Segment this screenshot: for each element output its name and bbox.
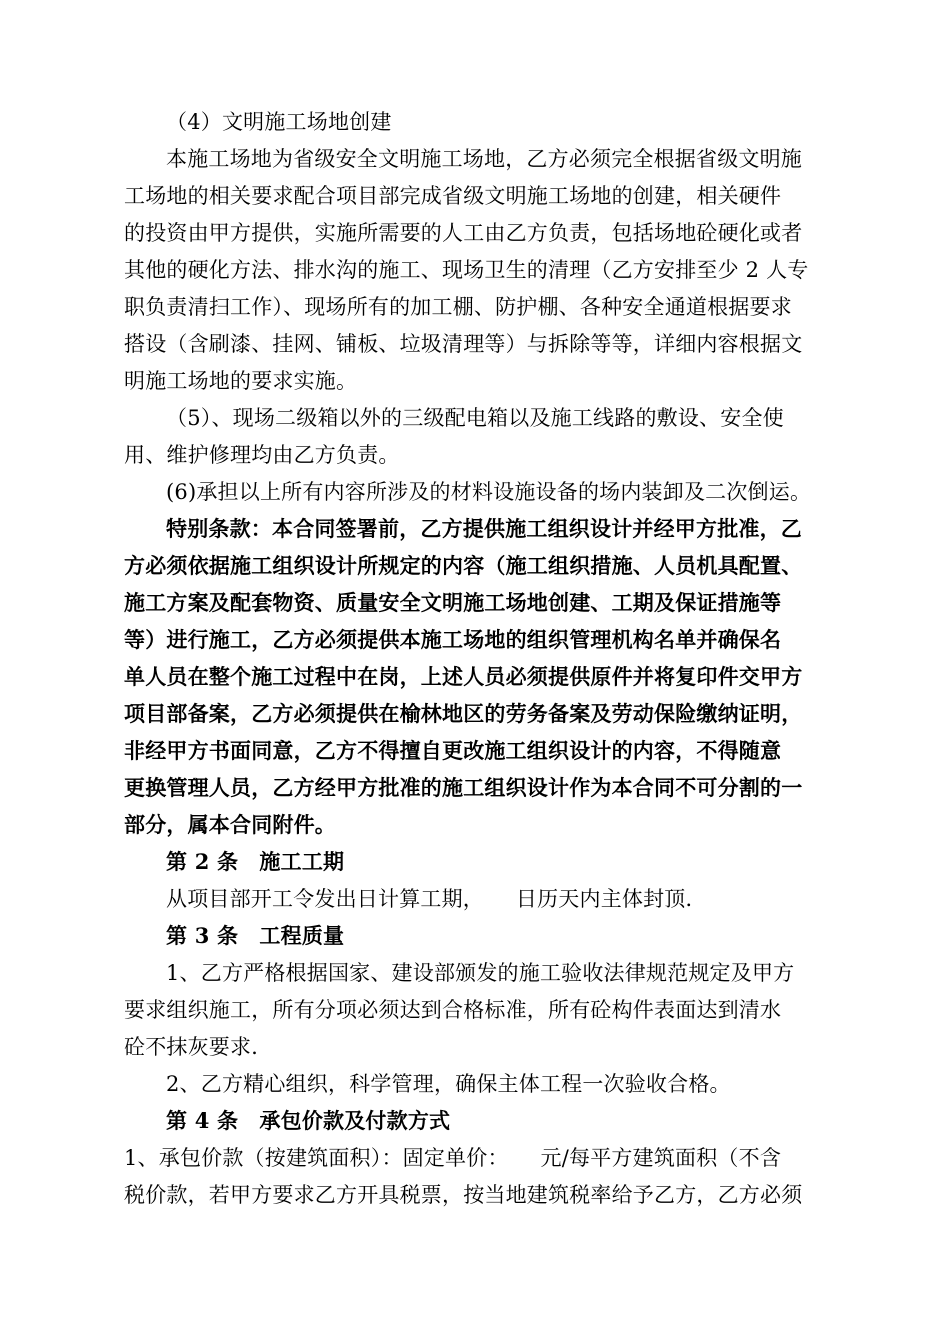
paragraph-line: 从项目部开工令发出日计算工期， 日历天内主体封顶．	[166, 887, 707, 911]
special-clause-line: 更换管理人员，乙方经甲方批准的施工组织设计作为本合同不可分割的一	[124, 775, 803, 800]
paragraph-line: 2、乙方精心组织，科学管理，确保主体工程一次验收合格。	[166, 1072, 731, 1096]
article-2-heading: 第 2 条 施工工期	[166, 849, 345, 874]
paragraph-line: (6)承担以上所有内容所涉及的材料设施设备的场内装卸及二次倒运。	[166, 480, 812, 504]
article-3-heading: 第 3 条 工程质量	[166, 923, 345, 948]
special-clause-line: 等）进行施工，乙方必须提供本施工场地的组织管理机构名单并确保名	[124, 627, 782, 652]
paragraph-line: 的投资由甲方提供，实施所需要的人工由乙方负责，包括场地砼硬化或者	[124, 221, 803, 245]
paragraph-line: 用、维护修理均由乙方负责。	[124, 443, 400, 467]
paragraph-line: 要求组织施工，所有分项必须达到合格标准，所有砼构件表面达到清水	[124, 998, 782, 1022]
paragraph-line: 1、乙方严格根据国家、建设部颁发的施工验收法律规范规定及甲方	[166, 961, 795, 985]
paragraph-line: 1、承包价款（按建筑面积）：固定单价： 元/每平方建筑面积（不含	[124, 1146, 782, 1170]
article-4-heading: 第 4 条 承包价款及付款方式	[166, 1108, 451, 1133]
special-clause-line: 施工方案及配套物资、质量安全文明施工场地创建、工期及保证措施等	[124, 590, 782, 615]
paragraph-line: 工场地的相关要求配合项目部完成省级文明施工场地的创建，相关硬件	[124, 184, 782, 208]
special-clause-line: 项目部备案，乙方必须提供在榆林地区的劳务备案及劳动保险缴纳证明，	[124, 701, 803, 726]
paragraph-line: 税价款，若甲方要求乙方开具税票，按当地建筑税率给予乙方，乙方必须	[124, 1183, 803, 1207]
paragraph-line: 搭设（含刷漆、挂网、铺板、垃圾清理等）与拆除等等，详细内容根据文	[124, 332, 803, 356]
special-clause-line: 特别条款：本合同签署前，乙方提供施工组织设计并经甲方批准，乙	[166, 516, 802, 541]
special-clause-line: 非经甲方书面同意，乙方不得擅自更改施工组织设计的内容，不得随意	[124, 738, 782, 763]
paragraph-line: 砼不抹灰要求．	[124, 1035, 273, 1059]
paragraph-line: 职负责清扫工作）、现场所有的加工棚、防护棚、各种安全通道根据要求	[124, 295, 792, 319]
paragraph-line: 明施工场地的要求实施。	[124, 369, 358, 393]
paragraph-line: 本施工场地为省级安全文明施工场地，乙方必须完全根据省级文明施	[166, 147, 802, 171]
special-clause-line: 部分，属本合同附件。	[124, 812, 336, 837]
subheading-civilized-site: （4）文明施工场地创建	[166, 110, 392, 134]
paragraph-line: （5）、现场二级箱以外的三级配电箱以及施工线路的敷设、安全使	[166, 406, 784, 430]
special-clause-line: 方必须依据施工组织设计所规定的内容（施工组织措施、人员机具配置、	[124, 553, 803, 578]
paragraph-line: 其他的硬化方法、排水沟的施工、现场卫生的清理（乙方安排至少 2 人专	[124, 258, 809, 282]
special-clause-line: 单人员在整个施工过程中在岗，上述人员必须提供原件并将复印件交甲方	[124, 664, 803, 689]
